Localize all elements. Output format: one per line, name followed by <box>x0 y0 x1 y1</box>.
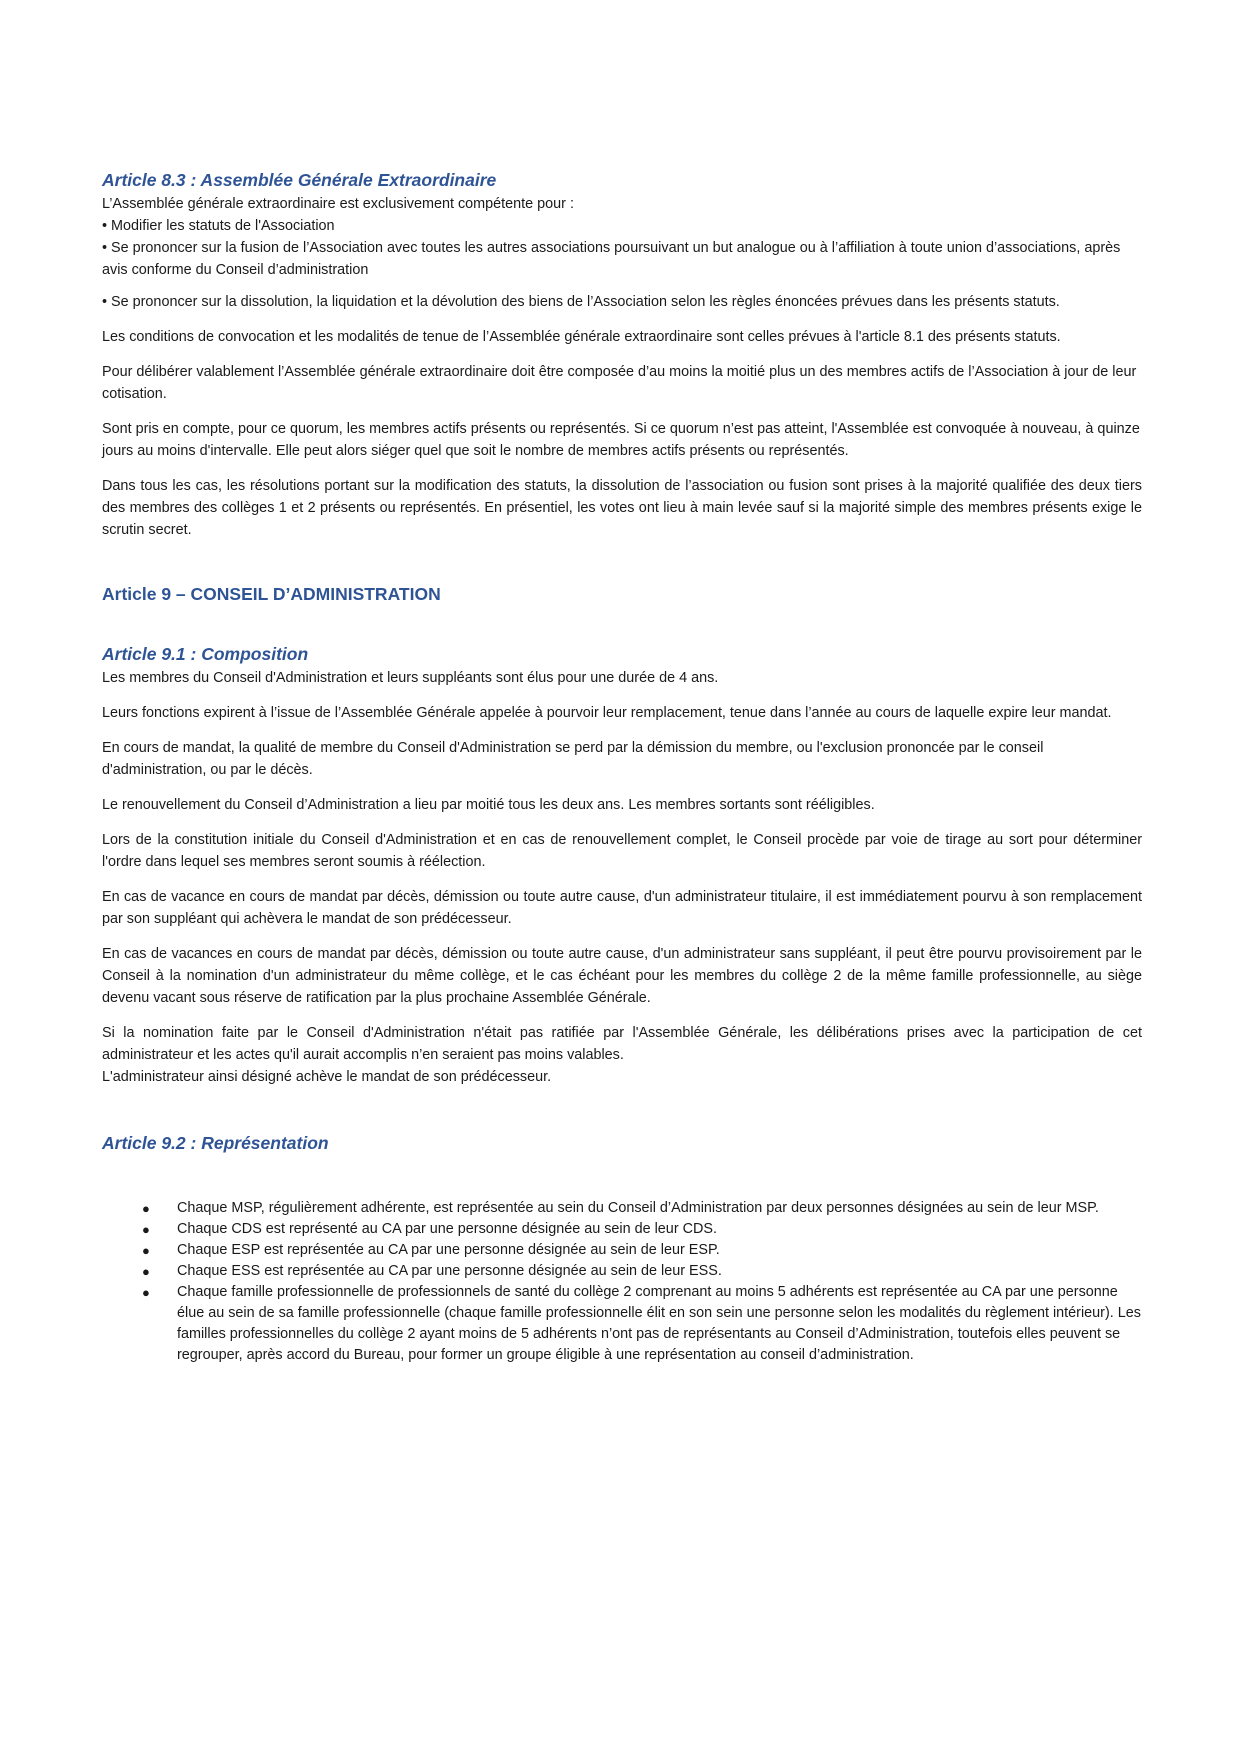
list-item-text: Chaque CDS est représenté au CA par une personne désignée au sein de leur CDS. <box>177 1221 717 1237</box>
list-item-text: Chaque ESP est représentée au CA par une personne désignée au sein de leur ESP. <box>177 1242 720 1258</box>
paragraph: En cas de vacances en cours de mandat par décès, démission ou toute autre cause, d'un administrateur sans suppléant, il peut être pourvu provisoirement par le Conseil à la nomination d'un administrateur du même collège, et le cas échéant pour les membres du collège 2 de la même famille professionnelle, au siège devenu vacant sous réserve de ratification par la plus prochaine Assemblée Générale. <box>102 946 1142 1006</box>
bullet-icon: ● <box>142 1285 150 1300</box>
representation-list <box>102 1198 1142 1366</box>
article-9-heading: Article 9 – CONSEIL D’ADMINISTRATION <box>102 584 441 604</box>
article-8-3-heading: Article 8.3 : Assemblée Générale Extraordinaire <box>102 170 497 190</box>
paragraph: Les conditions de convocation et les modalités de tenue de l’Assemblée générale extraordinaire sont celles prévues à l'article 8.1 des présents statuts. <box>102 329 1061 345</box>
bullet-icon: ● <box>142 1243 150 1258</box>
list-item-text: Chaque ESS est représentée au CA par une personne désignée au sein de leur ESS. <box>177 1263 722 1279</box>
list-item <box>102 1198 1142 1219</box>
list-item <box>102 1240 1142 1261</box>
list-item-text: Chaque MSP, régulièrement adhérente, est représentée au sein du Conseil d’Administration par deux personnes désignées au sein de leur MSP. <box>177 1200 1099 1216</box>
paragraph: En cas de vacance en cours de mandat par décès, démission ou toute autre cause, d'un administrateur titulaire, il est immédiatement pourvu à son remplacement par son suppléant qui achèvera le mandat de son prédécesseur. <box>102 889 1142 927</box>
paragraph: Les membres du Conseil d'Administration et leurs suppléants sont élus pour une durée de 4 ans. <box>102 670 719 686</box>
article-8-3-intro: L’Assemblée générale extraordinaire est exclusivement compétente pour : <box>102 196 574 212</box>
article-8-3-item: • Modifier les statuts de l'Association <box>102 218 335 234</box>
bullet-icon: ● <box>142 1222 150 1237</box>
article-8-3-item: • Se prononcer sur la fusion de l’Association avec toutes les autres associations poursuivant un but analogue ou à l’affiliation à toute union d’associations, après avis conforme du Conseil d’administration <box>102 240 1121 278</box>
list-item <box>102 1282 1142 1366</box>
article-9-2-heading: Article 9.2 : Représentation <box>102 1133 329 1153</box>
bullet-icon: ● <box>142 1201 150 1216</box>
paragraph: Sont pris en compte, pour ce quorum, les membres actifs présents ou représentés. Si ce quorum n’est pas atteint, l'Assemblée est convoquée à nouveau, à quinze jours au moins d'intervalle. Elle peut alors siéger quel que soit le nombre de membres actifs présents ou représentés. <box>102 421 1140 459</box>
list-item <box>102 1261 1142 1282</box>
bullet-icon: ● <box>142 1264 150 1279</box>
paragraph: Lors de la constitution initiale du Conseil d'Administration et en cas de renouvellement complet, le Conseil procède par voie de tirage au sort pour déterminer l'ordre dans lequel ses membres seront soumis à réélection. <box>102 832 1142 870</box>
article-8-3-item: • Se prononcer sur la dissolution, la liquidation et la dévolution des biens de l’Association selon les règles énoncées prévues dans les présents statuts. <box>102 294 1060 310</box>
paragraph: Le renouvellement du Conseil d’Administration a lieu par moitié tous les deux ans. Les membres sortants sont rééligibles. <box>102 797 875 813</box>
paragraph: L'administrateur ainsi désigné achève le mandat de son prédécesseur. <box>102 1069 552 1085</box>
paragraph: Si la nomination faite par le Conseil d'Administration n'était pas ratifiée par l'Assemblée Générale, les délibérations prises avec la participation de cet administrateur et les actes qu'il aurait accomplis n’en seraient pas moins valables. <box>102 1025 1142 1063</box>
paragraph: Dans tous les cas, les résolutions portant sur la modification des statuts, la dissolution de l’association ou fusion sont prises à la majorité qualifiée des deux tiers des membres des collèges 1 et 2 présents ou représentés. En présentiel, les votes ont lieu à main levée sauf si la majorité simple des membres présents exige le scrutin secret. <box>102 478 1142 538</box>
article-9-1-heading: Article 9.1 : Composition <box>102 644 309 664</box>
list-item <box>102 1219 1142 1240</box>
paragraph: Leurs fonctions expirent à l’issue de l’Assemblée Générale appelée à pourvoir leur remplacement, tenue dans l’année au cours de laquelle expire leur mandat. <box>102 705 1112 721</box>
list-item-text: Chaque famille professionnelle de professionnels de santé du collège 2 comprenant au moins 5 adhérents est représentée au CA par une personne élue au sein de sa famille professionnelle (chaque famille professionnelle élit en son sein une personne selon les modalités du règlement intérieur). Les familles professionnelles du collège 2 ayant moins de 5 adhérents n’ont pas de représentants au Conseil d’Administration, toutefois elles peuvent se regrouper, après accord du Bureau, pour former un groupe éligible à une représentation au conseil d’administration. <box>177 1284 1141 1363</box>
document-body <box>102 167 1142 1366</box>
paragraph: En cours de mandat, la qualité de membre du Conseil d'Administration se perd par la démission du membre, ou l'exclusion prononcée par le conseil d'administration, ou par le décès. <box>102 740 1044 778</box>
paragraph: Pour délibérer valablement l’Assemblée générale extraordinaire doit être composée d’au moins la moitié plus un des membres actifs de l’Association à jour de leur cotisation. <box>102 364 1137 402</box>
